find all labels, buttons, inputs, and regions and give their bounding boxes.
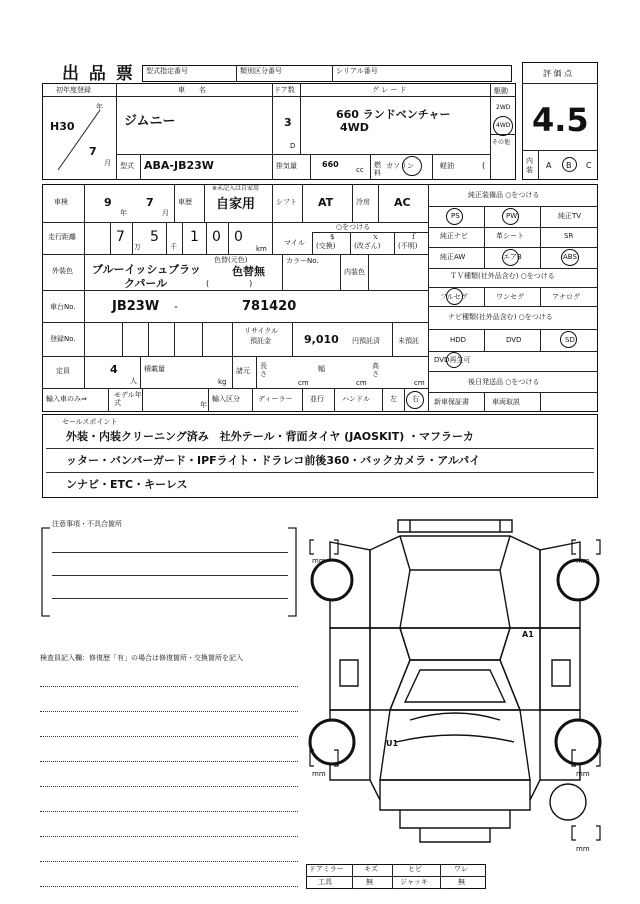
bt-break: ワレ — [454, 865, 468, 873]
doors-suffix: D — [290, 142, 296, 150]
equip-tv: 純正TV — [558, 212, 582, 220]
bt-jack: ジャッキ — [400, 878, 428, 886]
mileage-digit-4: 0 — [212, 229, 221, 245]
recycle-amount: 9,010 — [304, 333, 339, 346]
equip-airbag: エアB — [503, 253, 522, 261]
mileage-label: 走行距離 — [48, 233, 76, 241]
form-title: 出 品 票 — [62, 64, 135, 84]
model-value: ABA-JB23W — [144, 159, 214, 172]
right-label: 右 — [412, 395, 419, 403]
history-label: 車歴 — [178, 198, 192, 206]
bt-jack-value: 無 — [458, 878, 465, 886]
car-name: ジムニー — [124, 114, 176, 129]
caution-label: 注意事項・不具合箇所 — [52, 520, 122, 528]
interior-label: 内装 — [526, 157, 533, 174]
load-label: 積載量 — [144, 365, 165, 373]
sen-label: 千 — [170, 243, 177, 251]
width-label: 幅 — [318, 365, 325, 373]
grade-line1: 660 ランドベンチャー — [336, 108, 451, 121]
color-paren: ( ) — [206, 279, 253, 288]
color-orig: 色替無 — [232, 265, 265, 278]
cc-label: cc — [356, 166, 364, 174]
tv-analog: アナログ — [552, 293, 580, 301]
inspection-label: 車検 — [54, 198, 68, 206]
interior-a: A — [546, 161, 552, 170]
date-slash — [50, 104, 110, 174]
handle-label: ハンドル — [342, 395, 370, 403]
length-label: 長さ — [260, 362, 267, 378]
sales-points-label: セールスポイント — [62, 418, 118, 426]
navi-sd: SD — [565, 336, 575, 344]
km-label: km — [256, 245, 267, 253]
drive-4wd: 4WD — [496, 122, 511, 129]
tv-label: ＴＶ種類(社外品含む) ○をつける — [450, 272, 555, 280]
equip-ps: PS — [451, 212, 460, 220]
shift-label: シフト — [276, 198, 297, 206]
tv-fullseg-circle — [446, 288, 463, 305]
import-only-label: 輸入車のみ⇒ — [46, 395, 87, 403]
grade-line2: 4WD — [340, 121, 369, 134]
equip-aw: 純正AW — [440, 253, 466, 261]
header-id-box — [142, 65, 512, 82]
height-label: 高さ — [372, 362, 379, 378]
exch-top: $ — [330, 233, 335, 241]
mileage-digit-5: 0 — [234, 229, 243, 245]
genuine-label: 純正装備品 ○をつける — [468, 191, 540, 199]
interior-b-circle — [562, 157, 577, 172]
navi-hdd: HDD — [450, 336, 467, 344]
drive-4wd-circle — [493, 116, 513, 136]
dealer-label: ディーラー — [258, 395, 293, 403]
recycle-label1: リサイクル — [244, 327, 279, 335]
navi-label: ナビ種類(社外品含む) ○をつける — [448, 313, 553, 321]
model-year-suffix: 年 — [200, 401, 207, 409]
later-warranty: 新車保証書 — [434, 398, 469, 406]
first-reg-month-label: 月 — [104, 159, 111, 167]
fuel-label: 燃料 — [374, 161, 381, 177]
capacity-value: 4 — [110, 363, 118, 376]
mileage-attach-label: ○をつける — [336, 223, 371, 231]
reg-no-label: 登録No. — [50, 335, 76, 343]
class-no-label: 類別区分番号 — [240, 67, 282, 75]
equip-pw: PW — [506, 212, 518, 220]
mark-a1: A1 — [522, 630, 534, 639]
mileage-digit-3: 1 — [190, 229, 199, 245]
mm-spare: mm — [576, 845, 590, 853]
cooling-value: AC — [394, 196, 411, 209]
recycle-label2: 預託金 — [250, 337, 271, 345]
parallel-label: 並行 — [310, 395, 324, 403]
displacement-value: 660 — [322, 160, 339, 169]
tv-fullseg: フルセグ — [440, 293, 468, 301]
color-line2: クパール — [124, 277, 168, 290]
equip-pw-circle — [502, 208, 519, 225]
history-value: 自家用 — [216, 197, 256, 212]
drive-2wd: 2WD — [496, 104, 511, 111]
drive-label: 駆動 — [494, 87, 508, 95]
doors-value: 3 — [284, 116, 292, 129]
dvd-play-circle — [446, 352, 462, 368]
bt-tools: 工具 — [318, 878, 332, 886]
mm-front-right: mm — [576, 557, 590, 565]
mm-rear-right: mm — [576, 770, 590, 778]
color-no-label: カラーNo. — [286, 257, 319, 265]
bt-crack: ヒビ — [408, 865, 422, 873]
score-value: 4.5 — [532, 101, 589, 139]
person-label: 人 — [130, 377, 137, 385]
unknown-label: (不明) — [398, 242, 418, 250]
mile-label: マイル — [284, 239, 305, 247]
unknown-top: ｆ — [410, 233, 417, 241]
equip-ps-circle — [446, 208, 463, 225]
dvd-play: DVD再生可 — [434, 356, 471, 364]
model-cert-no-label: 型式指定番号 — [146, 67, 188, 75]
equip-abs: ABS — [563, 253, 577, 261]
inspector-label: 検査員記入欄：修復歴「有」の場合は修復箇所・交換箇所を記入 — [40, 654, 243, 662]
mm-front-left: mm — [312, 557, 326, 565]
later-label: 後日発送品 ○をつける — [468, 378, 540, 386]
cooling-label: 冷房 — [356, 198, 370, 206]
car-name-label: 車 名 — [178, 86, 206, 94]
color-line1: ブルーイッシュブラッ — [92, 263, 201, 276]
navi-sd-circle — [560, 331, 577, 348]
modified-label: (改ざん) — [354, 242, 381, 250]
recycle-pending: 未預託 — [398, 337, 419, 345]
first-reg-year-label: 年 — [96, 103, 103, 111]
first-reg-label: 初年度登録 — [56, 86, 91, 94]
right-circle — [406, 391, 424, 409]
serial-no-label: シリアル番号 — [336, 67, 378, 75]
height-cm: cm — [414, 379, 425, 387]
color-orig-label: 色替(元色) — [214, 256, 248, 264]
first-reg-year: H30 — [50, 120, 75, 133]
mm-rear-left: mm — [312, 770, 326, 778]
equip-navi: 純正ナビ — [440, 232, 468, 240]
sales-line1: 外装・内装クリーニング済み 社外テール・背面タイヤ (JAOSKIT) ・マフラーカ — [66, 430, 474, 443]
fuel-value: ガソリン — [386, 162, 414, 170]
score-label: 評 価 点 — [543, 69, 573, 78]
chassis-label: 車台No. — [50, 303, 76, 311]
interior-b: B — [566, 161, 572, 170]
mark-u1: U1 — [386, 739, 399, 748]
mileage-digit-2: 5 — [150, 229, 159, 245]
chassis-number: 781420 — [242, 299, 297, 314]
sales-line3: ンナビ・ETC・キーレス — [66, 478, 188, 491]
doors-label: ドア数 — [274, 86, 295, 94]
bt-door-mirror: ドアミラー — [309, 865, 344, 873]
equip-abs-circle — [561, 249, 579, 266]
width-cm: cm — [356, 379, 367, 387]
chassis-dash: - — [174, 300, 178, 313]
mileage-digit-1: 7 — [116, 229, 125, 245]
model-label: 型式 — [120, 162, 134, 170]
caution-bracket — [40, 522, 300, 622]
model-year-label: モデル年式 — [114, 391, 142, 407]
drive-other: その他 — [492, 139, 511, 146]
modified-top: ｘ — [372, 233, 379, 241]
tv-oneseg: ワンセグ — [496, 293, 524, 301]
color-label: 外装色 — [52, 267, 73, 275]
kg-label: kg — [218, 378, 227, 386]
bt-tools-value: 無 — [366, 878, 373, 886]
equip-airbag-circle — [502, 249, 519, 266]
sales-line2: ッター・バンパーガード・IPFライト・ドラレコ前後360・バックカメラ・アルパイ — [66, 454, 481, 467]
grade-label: グ レ ー ド — [372, 86, 407, 94]
inspection-month: 7 — [146, 196, 154, 209]
equip-leather: 革シート — [496, 232, 524, 240]
history-note: ※未記入は自家用 — [212, 185, 260, 192]
exch-label: (交換) — [316, 242, 336, 250]
left-label: 左 — [390, 395, 397, 403]
diesel-paren: ( — [482, 161, 486, 170]
capacity-label: 定員 — [56, 367, 70, 375]
first-reg-month: 7 — [89, 145, 97, 158]
bt-scratch: キズ — [364, 865, 378, 873]
navi-dvd: DVD — [506, 336, 522, 344]
int-color-label: 内装色 — [344, 268, 365, 276]
fuel-circle — [402, 156, 422, 176]
inspection-month-label: 月 — [162, 209, 169, 217]
dims-label: 諸元 — [236, 367, 250, 375]
inspection-year: 9 — [104, 196, 112, 209]
man-label: 万 — [134, 243, 141, 251]
car-diagram — [300, 510, 610, 860]
shift-value: AT — [318, 196, 334, 209]
inspection-year-label: 年 — [120, 209, 127, 217]
displacement-label: 排気量 — [276, 162, 297, 170]
import-class-label: 輸入区分 — [212, 395, 240, 403]
recycle-status: 円預託済 — [352, 337, 380, 345]
later-manual: 車両取説 — [492, 398, 520, 406]
equip-sr: SR — [564, 232, 574, 240]
length-cm: cm — [298, 379, 309, 387]
chassis-prefix: JB23W — [112, 299, 160, 314]
interior-c: C — [586, 161, 592, 170]
diesel-label: 軽油 — [440, 162, 454, 170]
